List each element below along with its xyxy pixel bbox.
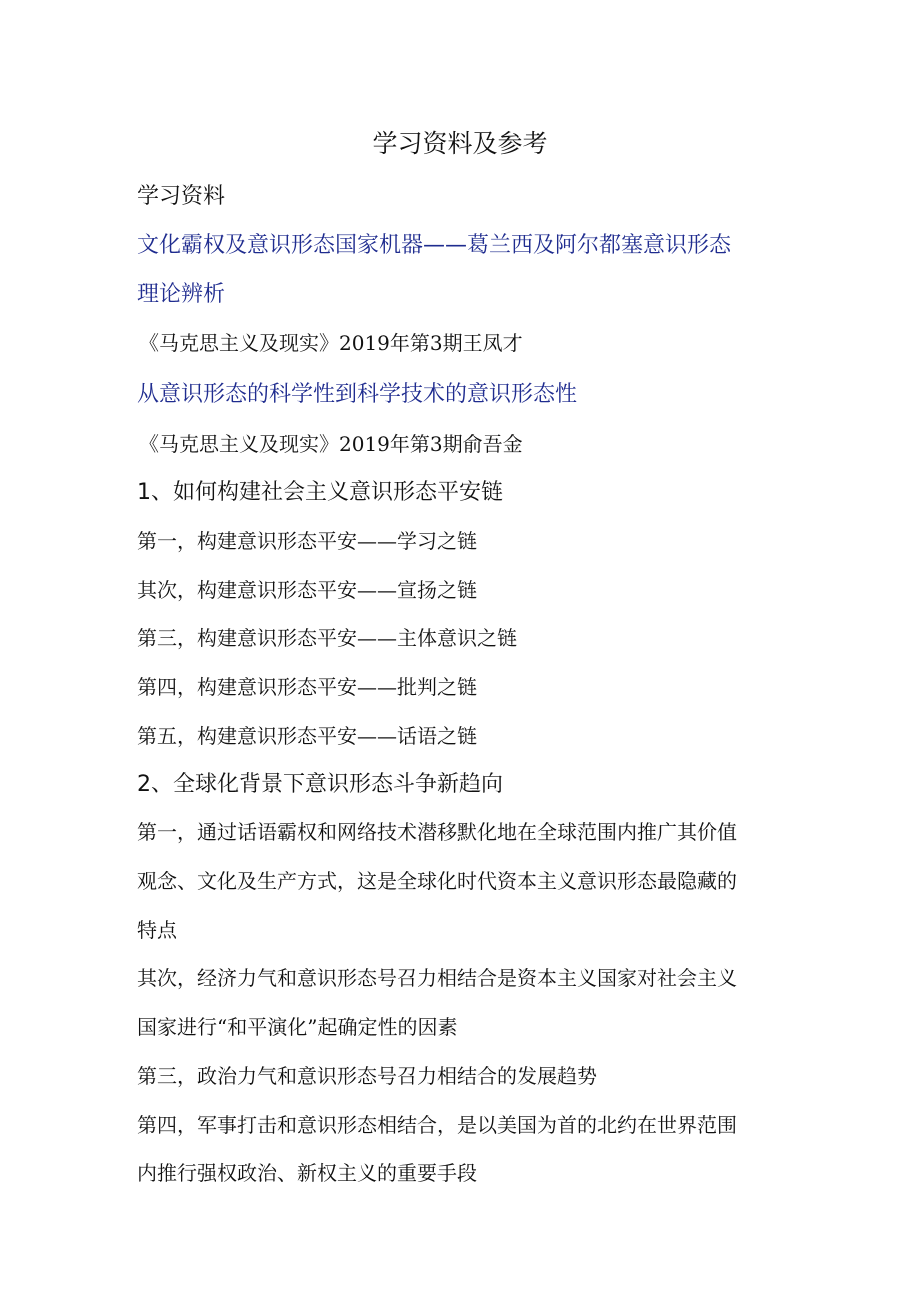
article1-title-line2: 理论辨析	[137, 282, 226, 307]
q2-line: 其次，经济力气和意识形态号召力相结合是资本主义国家对社会主义	[137, 966, 737, 990]
q2-line: 特点	[137, 918, 177, 942]
article2-title: 从意识形态的科学性到科学技术的意识形态性	[137, 382, 578, 407]
page-title: 学习资料及参考	[372, 129, 548, 158]
article1-citation: 《马克思主义及现实》2019年第3期王凤才	[139, 331, 523, 355]
q1-item: 第五，构建意识形态平安——话语之链	[137, 724, 477, 748]
article1-title-line1: 文化霸权及意识形态国家机器——葛兰西及阿尔都塞意识形态	[137, 233, 732, 258]
q2-line: 第三，政治力气和意识形态号召力相结合的发展趋势	[137, 1064, 597, 1088]
q2-line: 观念、文化及生产方式，这是全球化时代资本主义意识形态最隐藏的	[137, 869, 737, 893]
q1-item: 第三，构建意识形态平安——主体意识之链	[137, 626, 517, 650]
q1-heading: 1、如何构建社会主义意识形态平安链	[137, 480, 503, 505]
q1-item: 第一，构建意识形态平安——学习之链	[137, 529, 477, 553]
q2-line: 第一，通过话语霸权和网络技术潜移默化地在全球范围内推广其价值	[137, 820, 737, 844]
q2-line: 第四，军事打击和意识形态相结合，是以美国为首的北约在世界范围	[137, 1113, 737, 1137]
q2-line: 国家进行“和平演化”起确定性的因素	[137, 1015, 458, 1039]
q2-heading: 2、全球化背景下意识形态斗争新趋向	[137, 772, 503, 797]
article2-citation: 《马克思主义及现实》2019年第3期俞吾金	[139, 432, 523, 456]
q2-line: 内推行强权政治、新权主义的重要手段	[137, 1161, 477, 1185]
q1-item: 第四，构建意识形态平安——批判之链	[137, 675, 477, 699]
q1-item: 其次，构建意识形态平安——宣扬之链	[137, 578, 477, 602]
section-label: 学习资料	[137, 184, 226, 209]
